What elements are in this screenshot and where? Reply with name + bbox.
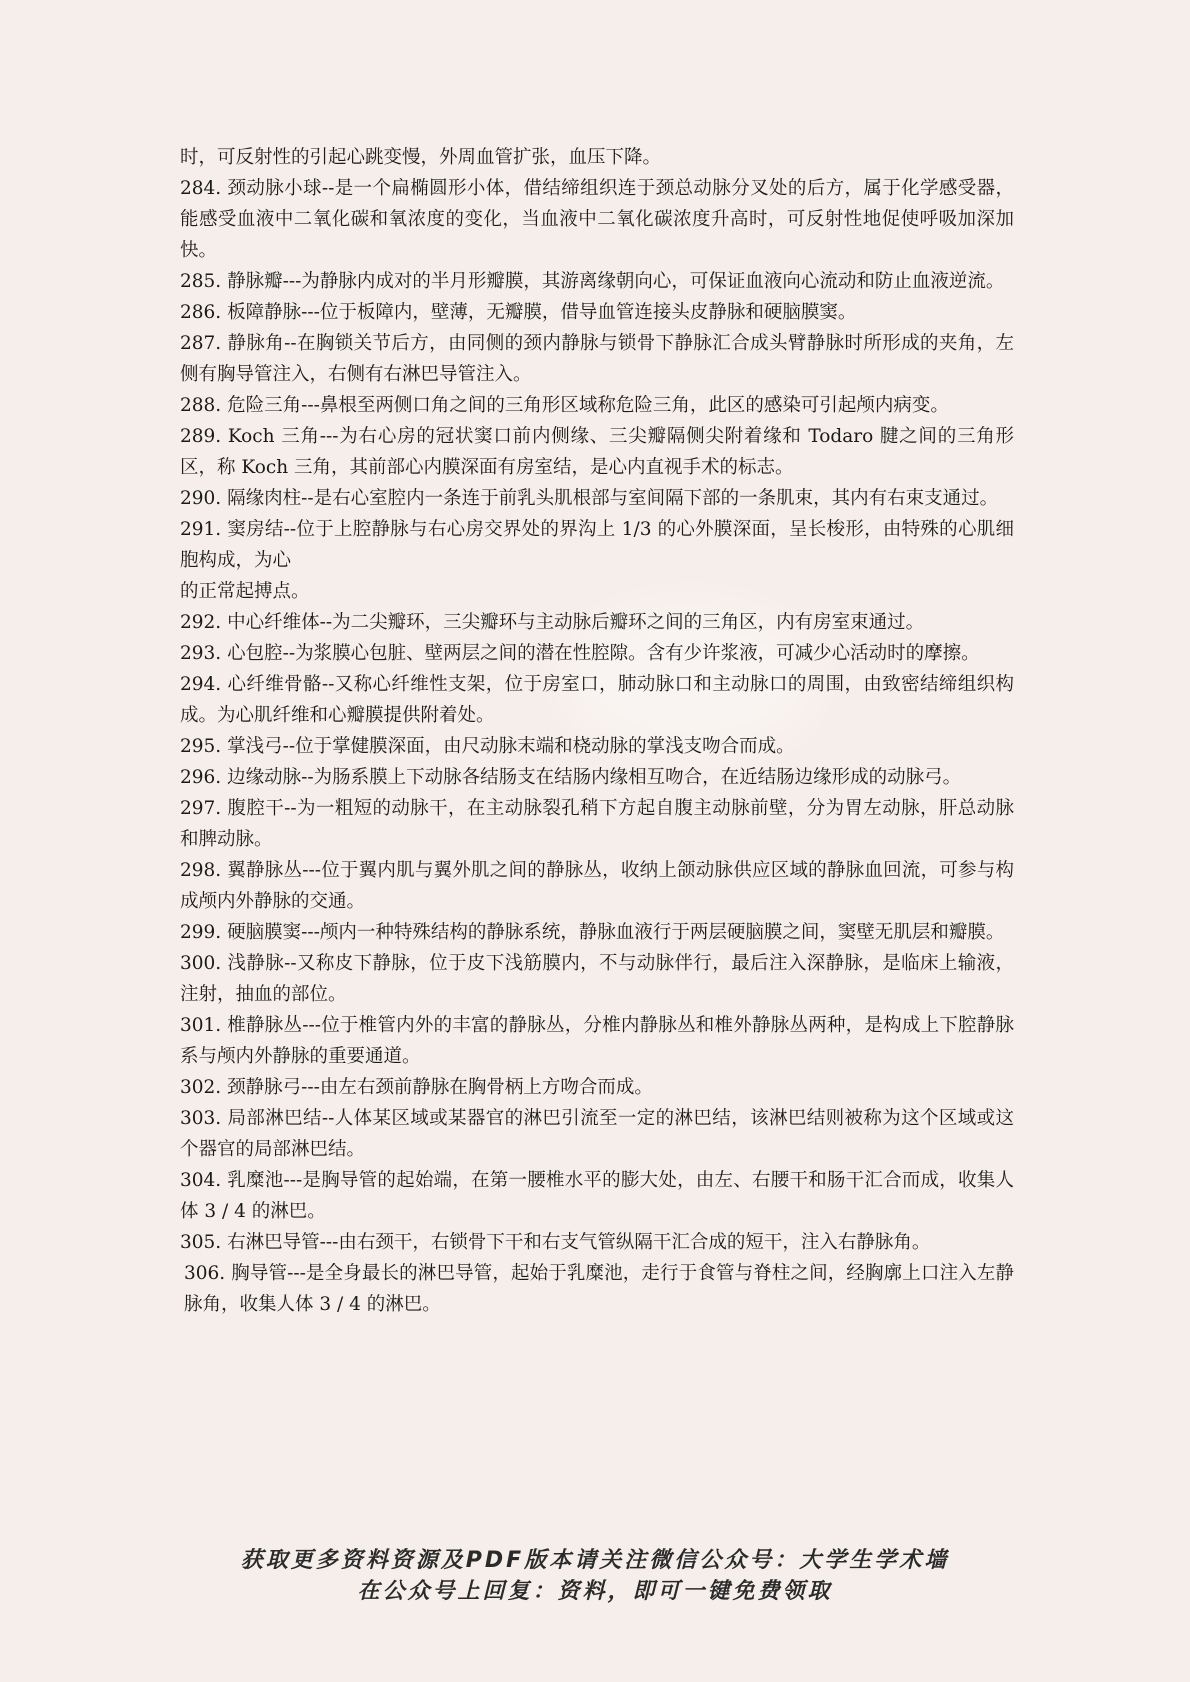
paragraph: 297. 腹腔干--为一粗短的动脉干，在主动脉裂孔稍下方起自腹主动脉前壁，分为胃左动脉，肝总动脉和脾动脉。	[180, 798, 1014, 850]
paragraph: 300. 浅静脉--又称皮下静脉，位于皮下浅筋膜内，不与动脉伴行，最后注入深静脉，是临床上输液，注射，抽血的部位。	[180, 953, 1014, 1005]
paragraph: 303. 局部淋巴结--人体某区域或某器官的淋巴引流至一定的淋巴结，该淋巴结则被称为这个区域或这个器官的局部淋巴结。	[180, 1108, 1014, 1160]
paragraph: 284. 颈动脉小球--是一个扁椭圆形小体，借结缔组织连于颈总动脉分叉处的后方，属于化学感受器，能感受血液中二氧化碳和氧浓度的变化，当血液中二氧化碳浓度升高时，可反射性地促使呼吸加深加快。	[180, 178, 1014, 261]
paragraph: 294. 心纤维骨骼--又称心纤维性支架，位于房室口，肺动脉口和主动脉口的周围，由致密结缔组织构成。为心肌纤维和心瓣膜提供附着处。	[180, 674, 1014, 726]
paragraph: 296. 边缘动脉--为肠系膜上下动脉各结肠支在结肠内缘相互吻合，在近结肠边缘形成的动脉弓。	[180, 767, 962, 788]
footer-line-2: 在公众号上回复：资料，即可一键免费领取	[357, 1579, 833, 1604]
paragraph: 288. 危险三角---鼻根至两侧口角之间的三角形区域称危险三角，此区的感染可引起颅内病变。	[180, 395, 949, 416]
footer-notice	[0, 1545, 1190, 1607]
paragraph: 302. 颈静脉弓---由左右颈前静脉在胸骨柄上方吻合而成。	[180, 1077, 653, 1098]
paragraph: 305. 右淋巴导管---由右颈干，右锁骨下干和右支气管纵隔干汇合成的短干，注入右静脉角。	[180, 1232, 931, 1253]
paragraph: 290. 隔缘肉柱--是右心室腔内一条连于前乳头肌根部与室间隔下部的一条肌束，其内有右束支通过。	[180, 488, 999, 509]
paragraph: 298. 翼静脉丛---位于翼内肌与翼外肌之间的静脉丛，收纳上颌动脉供应区域的静脉血回流，可参与构成颅内外静脉的交通。	[180, 860, 1014, 912]
paragraph: 285. 静脉瓣---为静脉内成对的半月形瓣膜，其游离缘朝向心，可保证血液向心流动和防止血液逆流。	[180, 271, 1005, 292]
document-body	[180, 142, 1014, 1320]
paragraph: 301. 椎静脉丛---位于椎管内外的丰富的静脉丛，分椎内静脉丛和椎外静脉丛两种，是构成上下腔静脉系与颅内外静脉的重要通道。	[180, 1015, 1014, 1067]
paragraph: 286. 板障静脉---位于板障内，壁薄，无瓣膜，借导血管连接头皮静脉和硬脑膜窦。	[180, 302, 857, 323]
paragraph: 的正常起搏点。	[180, 581, 310, 602]
paragraph: 287. 静脉角--在胸锁关节后方，由同侧的颈内静脉与锁骨下静脉汇合成头臂静脉时所形成的夹角，左侧有胸导管注入，右侧有右淋巴导管注入。	[180, 333, 1014, 385]
paragraph: 291. 窦房结--位于上腔静脉与右心房交界处的界沟上 1/3 的心外膜深面，呈长梭形，由特殊的心肌细胞构成，为心	[180, 519, 1014, 571]
paragraph: 时，可反射性的引起心跳变慢，外周血管扩张，血压下降。	[180, 147, 662, 168]
paragraph: 292. 中心纤维体--为二尖瓣环，三尖瓣环与主动脉后瓣环之间的三角区，内有房室束通过。	[180, 612, 925, 633]
paragraph: 299. 硬脑膜窦---颅内一种特殊结构的静脉系统，静脉血液行于两层硬脑膜之间，窦壁无肌层和瓣膜。	[180, 922, 1005, 943]
footer-line-1: 获取更多资料资源及PDF版本请关注微信公众号：大学生学术墙	[240, 1548, 950, 1573]
paragraph: 306. 胸导管---是全身最长的淋巴导管，起始于乳糜池，走行于食管与脊柱之间，经胸廓上口注入左静脉角，收集人体 3 / 4 的淋巴。	[184, 1263, 1014, 1315]
paragraph: 293. 心包腔--为浆膜心包脏、壁两层之间的潜在性腔隙。含有少许浆液，可减少心活动时的摩擦。	[180, 643, 980, 664]
paragraph: 304. 乳糜池---是胸导管的起始端，在第一腰椎水平的膨大处，由左、右腰干和肠干汇合而成，收集人体 3 / 4 的淋巴。	[180, 1170, 1014, 1222]
paragraph: 289. Koch 三角---为右心房的冠状窦口前内侧缘、三尖瓣隔侧尖附着缘和 Todaro 腱之间的三角形区，称 Koch 三角，其前部心内膜深面有房室结，是心内直视手术的标志。	[180, 426, 1014, 478]
paragraph: 295. 掌浅弓--位于掌健膜深面，由尺动脉末端和桡动脉的掌浅支吻合而成。	[180, 736, 795, 757]
